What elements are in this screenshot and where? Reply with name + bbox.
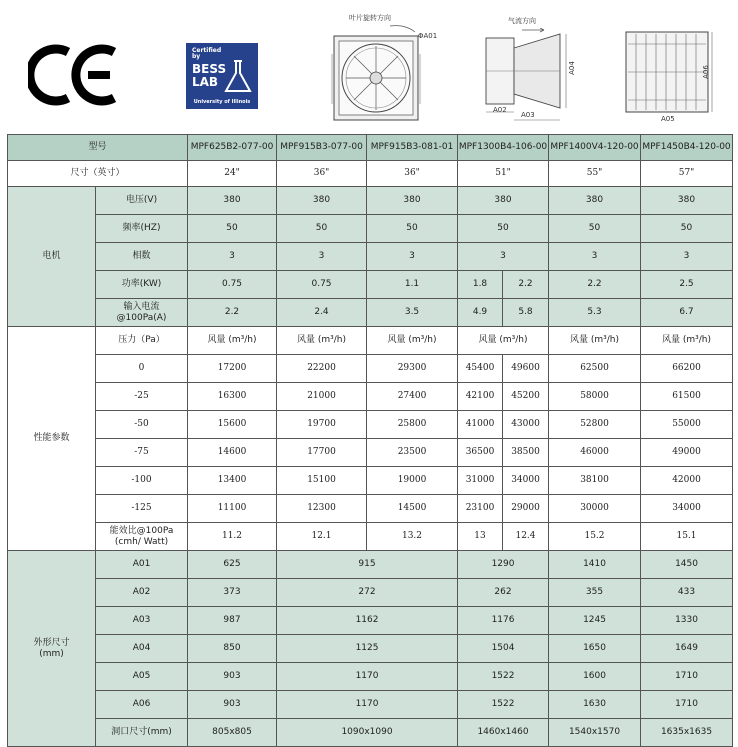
dimension-label: A02 — [96, 579, 188, 607]
dimension-cell: 625 — [188, 551, 277, 579]
size-row — [8, 161, 733, 187]
current-row — [8, 299, 733, 327]
header-graphics — [0, 0, 738, 133]
dimension-cell: 1245 — [549, 607, 641, 635]
dimension-cell: 1522 — [458, 663, 549, 691]
dimension-cell: 850 — [188, 635, 277, 663]
frequency-row — [8, 215, 733, 243]
dimensions-group-label: 外形尺寸 (mm) — [8, 551, 96, 747]
voltage-cell: 380 — [458, 187, 549, 215]
airflow-cell: 31000 — [458, 467, 503, 495]
airflow-header: 风量 (m³/h) — [458, 327, 549, 355]
airflow-cell: 14600 — [188, 439, 277, 467]
dimension-cell: 373 — [188, 579, 277, 607]
airflow-cell: 29000 — [503, 495, 549, 523]
phases-cell: 3 — [188, 243, 277, 271]
dimension-a05-label: A05 — [661, 115, 675, 123]
airflow-cell: 25800 — [367, 411, 458, 439]
airflow-cell: 49000 — [641, 439, 733, 467]
current-label: 输入电流 @100Pa(A) — [96, 299, 188, 327]
specification-table — [7, 134, 733, 747]
voltage-cell: 380 — [641, 187, 733, 215]
size-header: 尺寸（英寸） — [8, 161, 188, 187]
dimension-cell: 1522 — [458, 691, 549, 719]
voltage-cell: 380 — [277, 187, 367, 215]
pressure-row — [8, 411, 733, 439]
voltage-label: 电压(V) — [96, 187, 188, 215]
power-label: 功率(KW) — [96, 271, 188, 299]
power-cell: 2.5 — [641, 271, 733, 299]
pressure-row — [8, 355, 733, 383]
airflow-cell: 15100 — [277, 467, 367, 495]
opening-size-cell: 1090x1090 — [277, 719, 458, 747]
opening-size-cell: 805x805 — [188, 719, 277, 747]
dimension-a06-label: A06 — [701, 65, 710, 79]
airflow-cell: 34000 — [503, 467, 549, 495]
dimension-a02-label: A02 — [493, 106, 507, 114]
airflow-cell: 23100 — [458, 495, 503, 523]
airflow-header-row — [8, 327, 733, 355]
size-cell: 55" — [549, 161, 641, 187]
airflow-cell: 19700 — [277, 411, 367, 439]
phases-cell: 3 — [458, 243, 549, 271]
opening-size-label: 洞口尺寸(mm) — [96, 719, 188, 747]
pressure-cell: 0 — [96, 355, 188, 383]
airflow-cell: 38100 — [549, 467, 641, 495]
airflow-cell: 27400 — [367, 383, 458, 411]
airflow-cell: 49600 — [503, 355, 549, 383]
airflow-cell: 30000 — [549, 495, 641, 523]
airflow-header: 风量 (m³/h) — [641, 327, 733, 355]
dimension-cell: 272 — [277, 579, 458, 607]
model-cell: MPF1300B4-106-00 — [458, 135, 549, 161]
dimension-row — [8, 579, 733, 607]
size-cell: 36" — [277, 161, 367, 187]
phases-row — [8, 243, 733, 271]
current-cell: 6.7 — [641, 299, 733, 327]
frequency-cell: 50 — [549, 215, 641, 243]
dimension-cell: 1162 — [277, 607, 458, 635]
power-cell: 0.75 — [188, 271, 277, 299]
airflow-direction-label: 气流方向 — [508, 17, 536, 25]
opening-size-row — [8, 719, 733, 747]
motor-group-label: 电机 — [8, 187, 96, 327]
frequency-cell: 50 — [458, 215, 549, 243]
dimension-row — [8, 551, 733, 579]
power-cell: 2.2 — [503, 271, 549, 299]
airflow-cell: 46000 — [549, 439, 641, 467]
airflow-cell: 19000 — [367, 467, 458, 495]
dimension-cell: 915 — [277, 551, 458, 579]
airflow-cell: 36500 — [458, 439, 503, 467]
airflow-cell: 11100 — [188, 495, 277, 523]
pressure-cell: -75 — [96, 439, 188, 467]
dimension-cell: 1176 — [458, 607, 549, 635]
dimension-cell: 1630 — [549, 691, 641, 719]
airflow-cell: 38500 — [503, 439, 549, 467]
current-cell: 3.5 — [367, 299, 458, 327]
airflow-cell: 14500 — [367, 495, 458, 523]
dimension-cell: 1649 — [641, 635, 733, 663]
pressure-cell: -100 — [96, 467, 188, 495]
airflow-cell: 66200 — [641, 355, 733, 383]
power-cell: 1.8 — [458, 271, 503, 299]
dimension-cell: 1450 — [641, 551, 733, 579]
bess-lab-logo: Certified by BESS LAB University of Illinois — [186, 43, 258, 109]
airflow-cell: 23500 — [367, 439, 458, 467]
efficiency-label: 能效比@100Pa (cmh/ Watt) — [96, 523, 188, 551]
dimension-cell: 1710 — [641, 691, 733, 719]
pressure-cell: -125 — [96, 495, 188, 523]
airflow-cell: 41000 — [458, 411, 503, 439]
airflow-cell: 62500 — [549, 355, 641, 383]
dimension-label: A04 — [96, 635, 188, 663]
airflow-cell: 55000 — [641, 411, 733, 439]
current-cell: 4.9 — [458, 299, 503, 327]
airflow-cell: 22200 — [277, 355, 367, 383]
current-cell: 5.8 — [503, 299, 549, 327]
model-header: 型号 — [8, 135, 188, 161]
dimension-a04-label: A04 — [567, 61, 576, 75]
model-cell: MPF915B3-077-00 — [277, 135, 367, 161]
phases-cell: 3 — [367, 243, 458, 271]
airflow-cell: 58000 — [549, 383, 641, 411]
frequency-cell: 50 — [188, 215, 277, 243]
dimension-a03-label: A03 — [521, 111, 535, 119]
performance-group-label: 性能参数 — [8, 327, 96, 551]
airflow-cell: 12300 — [277, 495, 367, 523]
current-cell: 2.4 — [277, 299, 367, 327]
current-cell: 2.2 — [188, 299, 277, 327]
ce-mark-logo — [28, 44, 120, 106]
model-cell: MPF625B2-077-00 — [188, 135, 277, 161]
dimension-label: A05 — [96, 663, 188, 691]
airflow-cell: 42000 — [641, 467, 733, 495]
dimension-cell: 1170 — [277, 663, 458, 691]
dimension-cell: 1410 — [549, 551, 641, 579]
airflow-cell: 17200 — [188, 355, 277, 383]
airflow-cell: 21000 — [277, 383, 367, 411]
dimension-cell: 355 — [549, 579, 641, 607]
dimension-row — [8, 663, 733, 691]
airflow-header: 风量 (m³/h) — [277, 327, 367, 355]
phases-cell: 3 — [277, 243, 367, 271]
model-cell: MPF915B3-081-01 — [367, 135, 458, 161]
size-cell: 24" — [188, 161, 277, 187]
efficiency-cell: 15.1 — [641, 523, 733, 551]
dimension-label: A01 — [96, 551, 188, 579]
voltage-cell: 380 — [188, 187, 277, 215]
frequency-cell: 50 — [277, 215, 367, 243]
dimension-cell: 1650 — [549, 635, 641, 663]
dimension-cell: 903 — [188, 691, 277, 719]
voltage-cell: 380 — [549, 187, 641, 215]
airflow-cell: 61500 — [641, 383, 733, 411]
efficiency-cell: 12.4 — [503, 523, 549, 551]
dimension-cell: 1600 — [549, 663, 641, 691]
model-cell: MPF1450B4-120-00 — [641, 135, 733, 161]
airflow-cell: 34000 — [641, 495, 733, 523]
dimension-cell: 987 — [188, 607, 277, 635]
airflow-cell: 45200 — [503, 383, 549, 411]
pressure-row — [8, 495, 733, 523]
size-cell: 36" — [367, 161, 458, 187]
dimension-cell: 262 — [458, 579, 549, 607]
dimension-cell: 1710 — [641, 663, 733, 691]
dimension-row — [8, 607, 733, 635]
current-cell: 5.3 — [549, 299, 641, 327]
voltage-row — [8, 187, 733, 215]
rotation-direction-label: 叶片旋转方向 — [349, 14, 391, 22]
airflow-cell: 29300 — [367, 355, 458, 383]
size-cell: 57" — [641, 161, 733, 187]
airflow-cell: 52800 — [549, 411, 641, 439]
frequency-cell: 50 — [641, 215, 733, 243]
airflow-header: 风量 (m³/h) — [549, 327, 641, 355]
size-cell: 51" — [458, 161, 549, 187]
dimension-cell: 1125 — [277, 635, 458, 663]
pressure-cell: -50 — [96, 411, 188, 439]
power-cell: 2.2 — [549, 271, 641, 299]
pressure-row — [8, 383, 733, 411]
phases-cell: 3 — [549, 243, 641, 271]
airflow-cell: 45400 — [458, 355, 503, 383]
pressure-row — [8, 467, 733, 495]
fan-front-view-diagram — [330, 24, 438, 124]
dimension-cell: 903 — [188, 663, 277, 691]
power-row — [8, 271, 733, 299]
dimension-label: A03 — [96, 607, 188, 635]
power-cell: 1.1 — [367, 271, 458, 299]
pressure-row — [8, 439, 733, 467]
pressure-header: 压力（Pa） — [96, 327, 188, 355]
opening-size-cell: 1635x1635 — [641, 719, 733, 747]
opening-size-cell: 1460x1460 — [458, 719, 549, 747]
dimension-label: A06 — [96, 691, 188, 719]
airflow-cell: 13400 — [188, 467, 277, 495]
airflow-cell: 43000 — [503, 411, 549, 439]
power-cell: 0.75 — [277, 271, 367, 299]
dimension-a01-label: ΦA01 — [418, 32, 438, 40]
airflow-cell: 42100 — [458, 383, 503, 411]
efficiency-cell: 13 — [458, 523, 503, 551]
airflow-cell: 16300 — [188, 383, 277, 411]
frequency-cell: 50 — [367, 215, 458, 243]
phases-label: 相数 — [96, 243, 188, 271]
efficiency-cell: 13.2 — [367, 523, 458, 551]
phases-cell: 3 — [641, 243, 733, 271]
dimension-cell: 1330 — [641, 607, 733, 635]
airflow-cell: 17700 — [277, 439, 367, 467]
efficiency-cell: 12.1 — [277, 523, 367, 551]
pressure-cell: -25 — [96, 383, 188, 411]
airflow-header: 风量 (m³/h) — [367, 327, 458, 355]
airflow-cell: 15600 — [188, 411, 277, 439]
voltage-cell: 380 — [367, 187, 458, 215]
dimension-cell: 1504 — [458, 635, 549, 663]
frequency-label: 频率(HZ) — [96, 215, 188, 243]
dimension-cell: 433 — [641, 579, 733, 607]
flask-icon — [224, 59, 254, 95]
dimension-cell: 1170 — [277, 691, 458, 719]
efficiency-row — [8, 523, 733, 551]
opening-size-cell: 1540x1570 — [549, 719, 641, 747]
dimension-row — [8, 635, 733, 663]
dimension-cell: 1290 — [458, 551, 549, 579]
efficiency-cell: 11.2 — [188, 523, 277, 551]
model-cell: MPF1400V4-120-00 — [549, 135, 641, 161]
model-row — [8, 135, 733, 161]
dimension-row — [8, 691, 733, 719]
efficiency-cell: 15.2 — [549, 523, 641, 551]
airflow-header: 风量 (m³/h) — [188, 327, 277, 355]
